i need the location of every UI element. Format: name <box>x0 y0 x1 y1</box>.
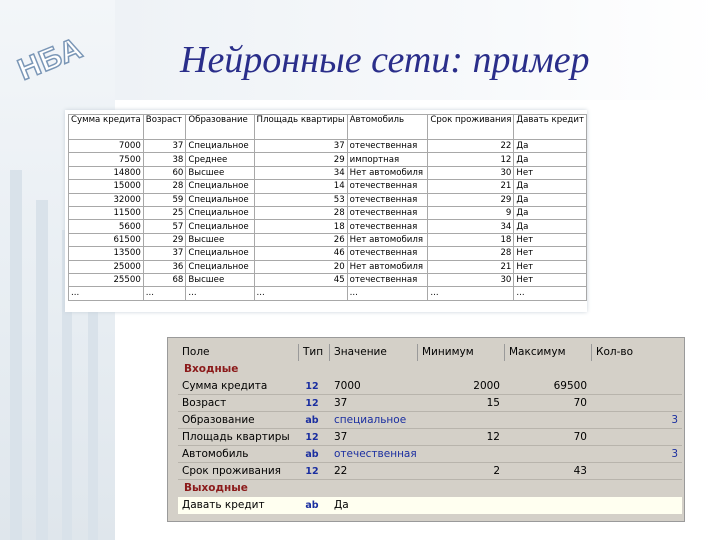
table-cell: 38 <box>143 153 186 166</box>
field-count <box>592 378 682 395</box>
table-cell: Специальное <box>186 260 254 273</box>
table-row <box>69 247 587 260</box>
data-table-wrapper <box>65 110 587 312</box>
table-cell: Высшее <box>186 233 254 246</box>
field-name: Срок проживания <box>182 465 281 477</box>
table-cell: 18 <box>254 220 347 233</box>
header-field: Поле <box>178 344 299 361</box>
field-value: 37 <box>334 431 348 443</box>
header-value: Значение <box>330 344 418 361</box>
field-max: 69500 <box>553 380 587 392</box>
field-type-icon: 12 <box>305 381 319 392</box>
table-cell: отечественная <box>347 273 428 286</box>
table-cell: 60 <box>143 166 186 179</box>
table-cell: ... <box>254 287 347 300</box>
table-cell: Специальное <box>186 220 254 233</box>
table-cell: 9 <box>428 206 514 219</box>
table-cell: ... <box>143 287 186 300</box>
field-min: 12 <box>486 431 500 443</box>
table-cell: 11500 <box>69 206 144 219</box>
field-count <box>592 395 682 412</box>
field-row[interactable] <box>178 463 682 480</box>
section-outputs <box>178 480 682 497</box>
column-header: Давать кредит <box>514 115 587 140</box>
table-cell: 28 <box>428 247 514 260</box>
table-row <box>69 260 587 273</box>
table-cell: Нет автомобиля <box>347 233 428 246</box>
table-cell: 22 <box>428 140 514 153</box>
table-cell: 36 <box>143 260 186 273</box>
field-count: 3 <box>671 448 678 460</box>
table-row <box>69 287 587 300</box>
table-cell: Нет автомобиля <box>347 166 428 179</box>
data-table <box>68 114 587 301</box>
table-cell: 37 <box>254 140 347 153</box>
table-cell: Нет <box>514 166 587 179</box>
column-header: Площадь квартиры <box>254 115 347 140</box>
field-value: 22 <box>334 465 348 477</box>
table-cell: 18 <box>428 233 514 246</box>
table-cell: 34 <box>254 166 347 179</box>
field-min: 15 <box>486 397 500 409</box>
table-cell: ... <box>186 287 254 300</box>
header-count: Кол-во <box>596 346 633 358</box>
field-value: отечественная <box>334 448 417 460</box>
field-name: Давать кредит <box>182 499 265 511</box>
section-inputs-label: Входные <box>184 363 239 375</box>
table-cell: 7000 <box>69 140 144 153</box>
table-cell: 25000 <box>69 260 144 273</box>
table-cell: ... <box>347 287 428 300</box>
table-cell: Специальное <box>186 247 254 260</box>
table-cell: отечественная <box>347 193 428 206</box>
table-cell: Да <box>514 220 587 233</box>
table-cell: отечественная <box>347 180 428 193</box>
table-cell: 37 <box>143 247 186 260</box>
column-header: Возраст <box>143 115 186 140</box>
field-max <box>505 412 591 429</box>
field-min <box>418 446 504 463</box>
field-row[interactable] <box>178 395 682 412</box>
logo: НБА <box>13 31 88 88</box>
table-cell: Среднее <box>186 153 254 166</box>
section-outputs-label: Выходные <box>184 482 248 494</box>
table-cell: отечественная <box>347 140 428 153</box>
table-cell: 30 <box>428 273 514 286</box>
table-cell: Да <box>514 193 587 206</box>
table-cell: Нет <box>514 273 587 286</box>
table-row <box>69 140 587 153</box>
field-type-icon: ab <box>305 500 319 511</box>
field-value: Да <box>334 499 349 511</box>
table-cell: 25 <box>143 206 186 219</box>
table-cell: 20 <box>254 260 347 273</box>
field-row[interactable] <box>178 378 682 395</box>
slide-title: Нейронные сети: пример <box>180 39 590 81</box>
table-row <box>69 193 587 206</box>
fields-panel <box>167 337 685 522</box>
table-cell: 30 <box>428 166 514 179</box>
field-name: Возраст <box>182 397 227 409</box>
header-type: Тип <box>299 344 330 361</box>
table-cell: Да <box>514 140 587 153</box>
table-cell: 29 <box>254 153 347 166</box>
table-cell: отечественная <box>347 220 428 233</box>
table-cell: 46 <box>254 247 347 260</box>
table-cell: Да <box>514 153 587 166</box>
table-cell: 12 <box>428 153 514 166</box>
field-value: 7000 <box>334 380 361 392</box>
table-cell: 14 <box>254 180 347 193</box>
table-row <box>69 273 587 286</box>
table-cell: 68 <box>143 273 186 286</box>
decor-bar <box>36 200 48 540</box>
field-type-icon: 12 <box>305 398 319 409</box>
field-name: Сумма кредита <box>182 380 268 392</box>
table-row <box>69 153 587 166</box>
field-min <box>418 412 504 429</box>
table-cell: Да <box>514 180 587 193</box>
header-max: Максимум <box>505 344 592 361</box>
field-type-icon: ab <box>305 449 319 460</box>
column-header: Сумма кредита <box>69 115 144 140</box>
output-row[interactable] <box>178 497 682 514</box>
panel-header-row <box>178 344 682 361</box>
table-cell: отечественная <box>347 206 428 219</box>
field-type-icon: ab <box>305 415 319 426</box>
table-cell: 15000 <box>69 180 144 193</box>
table-cell: Нет автомобиля <box>347 260 428 273</box>
column-header: Образование <box>186 115 254 140</box>
field-count <box>592 429 682 446</box>
field-value: 37 <box>334 397 348 409</box>
table-cell: Специальное <box>186 180 254 193</box>
table-cell: 57 <box>143 220 186 233</box>
field-name: Образование <box>182 414 255 426</box>
table-cell: Нет <box>514 247 587 260</box>
table-cell: Специальное <box>186 140 254 153</box>
field-max <box>505 446 591 463</box>
table-cell: 28 <box>254 206 347 219</box>
field-row[interactable] <box>178 446 682 463</box>
table-cell: ... <box>514 287 587 300</box>
table-cell: 26 <box>254 233 347 246</box>
table-cell: Специальное <box>186 206 254 219</box>
table-row <box>69 180 587 193</box>
table-cell: Да <box>514 206 587 219</box>
table-cell: 32000 <box>69 193 144 206</box>
field-type-icon: 12 <box>305 466 319 477</box>
table-cell: 21 <box>428 180 514 193</box>
table-cell: 45 <box>254 273 347 286</box>
field-name: Автомобиль <box>182 448 249 460</box>
field-max: 43 <box>573 465 587 477</box>
table-cell: 59 <box>143 193 186 206</box>
section-inputs <box>178 361 682 378</box>
header-min: Минимум <box>418 344 505 361</box>
field-row[interactable] <box>178 412 682 429</box>
table-cell: 7500 <box>69 153 144 166</box>
table-cell: 21 <box>428 260 514 273</box>
table-cell: Нет <box>514 260 587 273</box>
field-type-icon: 12 <box>305 432 319 443</box>
table-cell: Нет <box>514 233 587 246</box>
table-cell: импортная <box>347 153 428 166</box>
decor-bar <box>10 170 22 540</box>
table-cell: 5600 <box>69 220 144 233</box>
field-name: Площадь квартиры <box>182 431 290 443</box>
field-min: 2000 <box>473 380 500 392</box>
table-row <box>69 206 587 219</box>
table-cell: 13500 <box>69 247 144 260</box>
table-row <box>69 220 587 233</box>
table-cell: ... <box>69 287 144 300</box>
table-cell: 53 <box>254 193 347 206</box>
table-row <box>69 233 587 246</box>
table-cell: Высшее <box>186 273 254 286</box>
table-cell: отечественная <box>347 247 428 260</box>
table-cell: 25500 <box>69 273 144 286</box>
table-cell: 14800 <box>69 166 144 179</box>
table-cell: 29 <box>143 233 186 246</box>
table-cell: 29 <box>428 193 514 206</box>
field-value: специальное <box>334 414 407 426</box>
table-cell: 61500 <box>69 233 144 246</box>
column-header: Автомобиль <box>347 115 428 140</box>
table-cell: 34 <box>428 220 514 233</box>
field-min: 2 <box>493 465 500 477</box>
table-cell: 28 <box>143 180 186 193</box>
table-header-row <box>69 115 587 140</box>
field-count <box>592 463 682 480</box>
field-max: 70 <box>573 431 587 443</box>
table-row <box>69 166 587 179</box>
field-max: 70 <box>573 397 587 409</box>
field-row[interactable] <box>178 429 682 446</box>
table-cell: 37 <box>143 140 186 153</box>
field-count: 3 <box>671 414 678 426</box>
table-cell: ... <box>428 287 514 300</box>
table-cell: Специальное <box>186 193 254 206</box>
table-cell: Высшее <box>186 166 254 179</box>
column-header: Срок проживания <box>428 115 514 140</box>
